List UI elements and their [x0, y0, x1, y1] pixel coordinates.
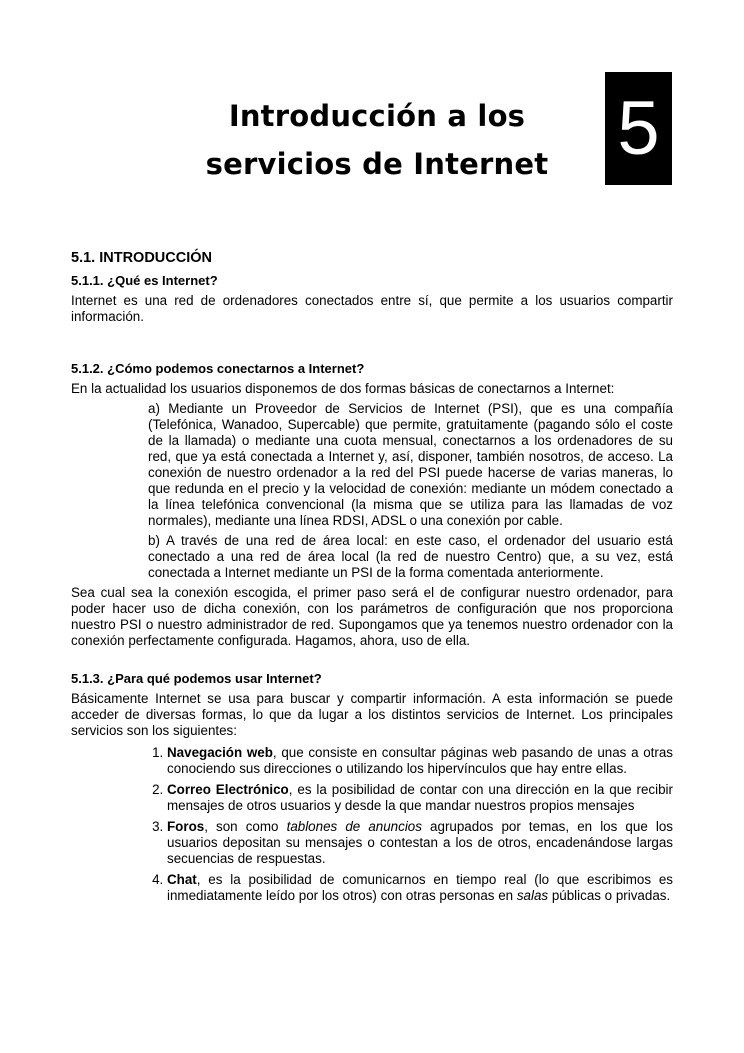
list-item: 4. Chat, es la posibilidad de comunicarnos en tiempo real (lo que escribimos es inmediatamente leído por los otros) con otras personas en salas públicas o privadas.	[167, 872, 673, 904]
subsection-heading-3: 5.1.3. ¿Para qué podemos usar Internet?	[71, 671, 322, 686]
document-body	[71, 248, 673, 909]
paragraph-connection-intro: En la actualidad los usuarios disponemos de dos formas básicas de conectarnos a Internet:	[71, 381, 615, 396]
service-term: Chat	[167, 872, 197, 887]
connection-option-b: b) A través de una red de área local: en este caso, el ordenador del usuario está conectado a una red de área local (la red de nuestro Centro) que, a su vez, está conectada a Internet mediante un PSI de la forma comentada anteriormente.	[148, 533, 673, 580]
chapter-title	[150, 92, 604, 188]
subsection-heading-2: 5.1.2. ¿Cómo podemos conectarnos a Internet?	[71, 361, 365, 376]
service-emphasis: tablones de anuncios	[286, 819, 422, 834]
list-item: 2. Correo Electrónico, es la posibilidad de contar con una dirección en la que recibir mensajes de otros usuarios y desde la que mandar nuestros propios mensajes	[167, 782, 673, 814]
chapter-number: 5	[617, 85, 660, 171]
paragraph-connection-closing: Sea cual sea la conexión escogida, el primer paso será el de configurar nuestro ordenador, para poder hacer uso de dicha conexión, con los parámetros de configuración que nos proporciona nuestro PSI o nuestro administrador de red. Supongamos que ya tenemos nuestro ordenador con la conexión perfectamente configurada. Hagamos, ahora, uso de ella.	[71, 585, 673, 648]
connection-options	[148, 401, 673, 581]
paragraph-uses-intro: Básicamente Internet se usa para buscar y compartir información. A esta información se puede acceder de diversas formas, lo que da lugar a los distintos servicios de Internet. Los principales servicios son los siguientes:	[71, 691, 673, 738]
chapter-title-line-2: servicios de Internet	[205, 147, 549, 181]
service-emphasis: salas	[516, 888, 549, 903]
services-list	[71, 745, 673, 904]
chapter-title-line-1: Introducción a los	[228, 99, 526, 133]
service-term: Correo Electrónico	[167, 782, 289, 797]
subsection-heading-1: 5.1.1. ¿Qué es Internet?	[71, 273, 218, 288]
service-term: Navegación web	[167, 745, 273, 760]
service-term: Foros	[167, 819, 205, 834]
paragraph-what-is-internet: Internet es una red de ordenadores conectados entre sí, que permite a los usuarios compartir información.	[71, 293, 673, 324]
chapter-number-box	[605, 72, 672, 185]
section-heading: 5.1. INTRODUCCIÓN	[71, 250, 212, 266]
list-item: 1. Navegación web, que consiste en consultar páginas web pasando de unas a otras conociendo sus direcciones o utilizando los hipervínculos que hay entre ellas.	[167, 745, 673, 777]
connection-option-a: a) Mediante un Proveedor de Servicios de Internet (PSI), que es una compañía (Telefónica, Wanadoo, Supercable) que permite, gratuitamente (pagando sólo el coste de la llamada) o mediante una cuota mensual, conectarnos a los ordenadores de su red, que ya está conectada a Internet y, así, disponer, también nosotros, de acceso. La conexión de nuestro ordenador a la red del PSI puede hacerse de varias maneras, lo que redunda en el precio y la velocidad de conexión: mediante un módem conectado a la línea telefónica convencional (la misma que se utiliza para las llamadas de voz normales), mediante una línea RDSI, ADSL o una conexión por cable.	[148, 401, 673, 528]
list-item: 3. Foros, son como tablones de anuncios agrupados por temas, en los que los usuarios depositan su mensajes o contestan a los de otros, encadenándose largas secuencias de respuestas.	[167, 819, 673, 867]
